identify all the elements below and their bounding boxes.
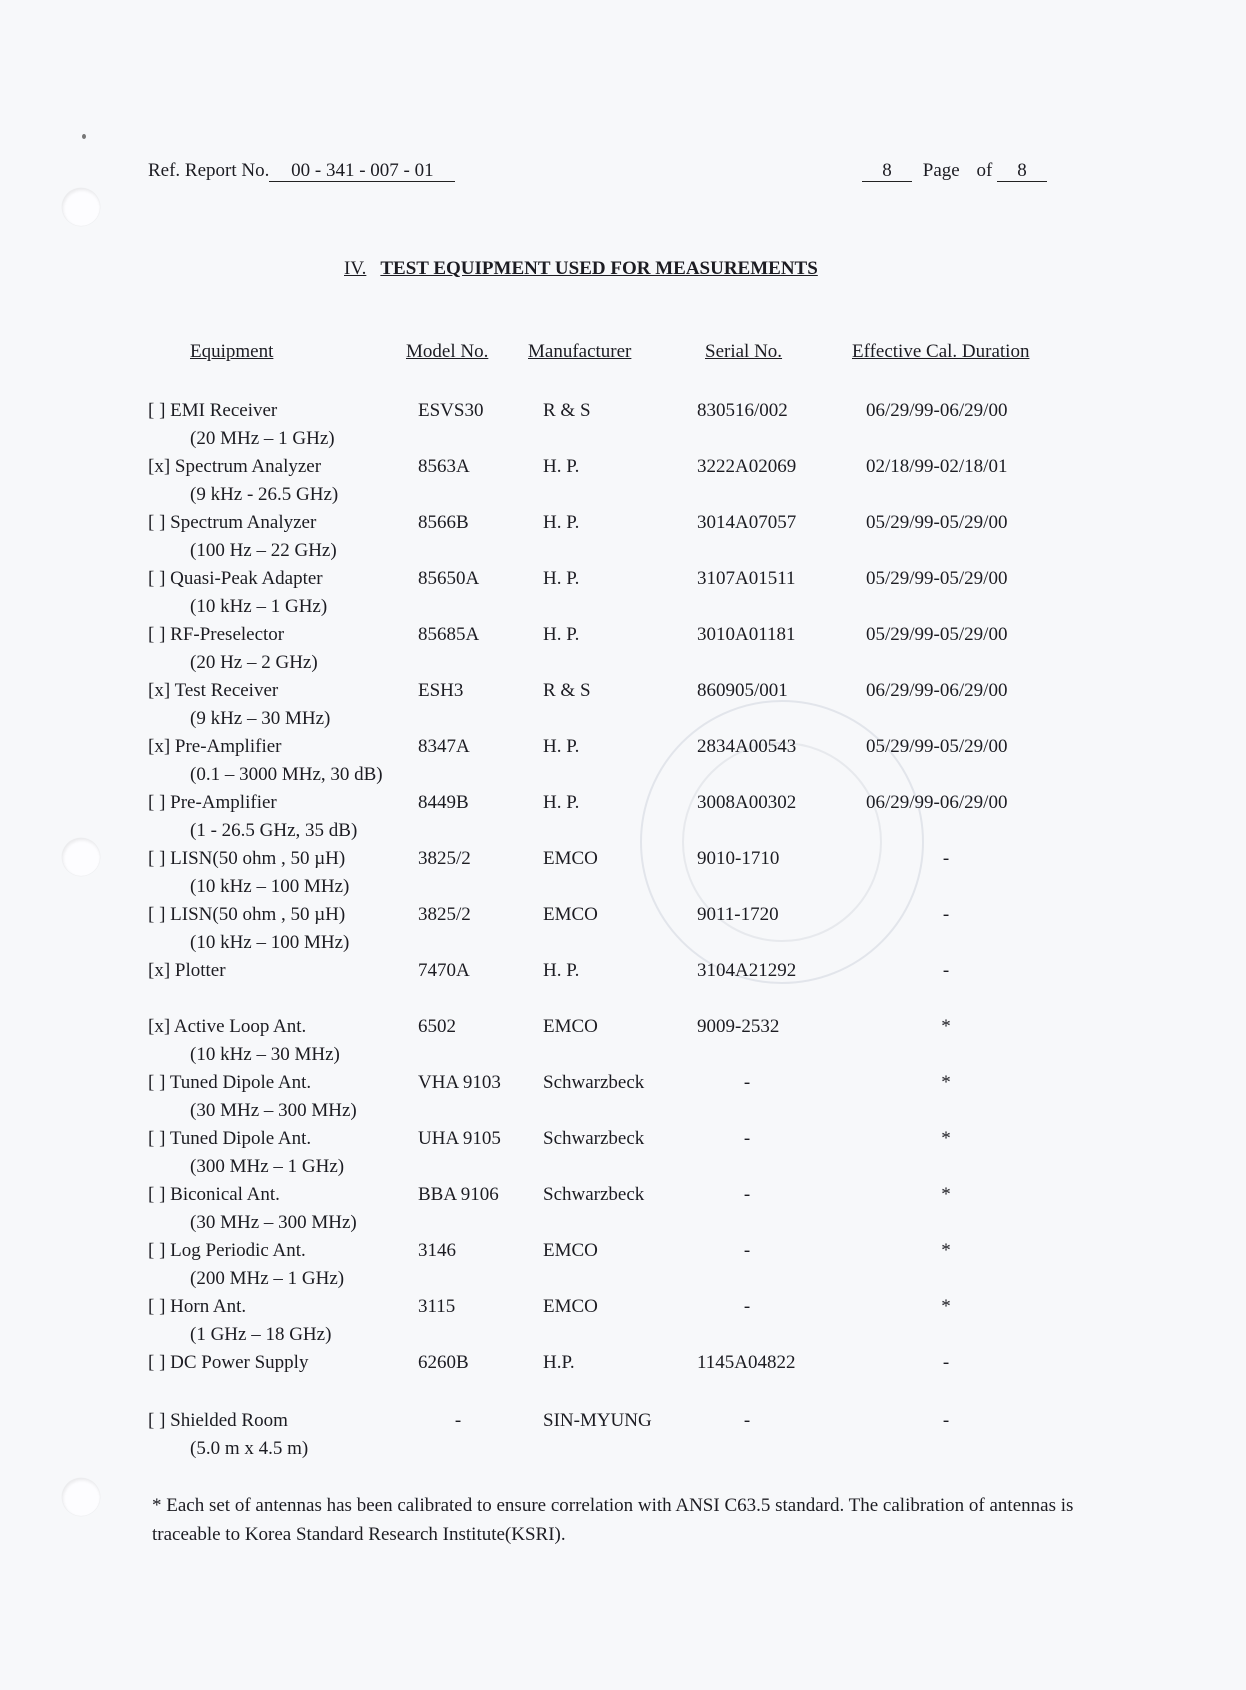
table-row [0, 736, 1246, 792]
cal-duration: * [941, 1296, 951, 1317]
equipment-name [148, 1352, 308, 1374]
equipment-label: Pre-Amplifier [170, 792, 277, 813]
cal-duration: * [941, 1240, 951, 1261]
cal-duration: 05/29/99-05/29/00 [866, 512, 1008, 533]
model-number: 3825/2 [418, 904, 471, 925]
serial-number: 3104A21292 [697, 960, 797, 981]
table-row [0, 1410, 1246, 1466]
equipment-name [148, 960, 226, 982]
cal-duration: 05/29/99-05/29/00 [866, 624, 1008, 645]
column-header-cal-duration: Effective Cal. Duration [852, 341, 1030, 362]
selection-checkbox: [ ] [148, 1352, 166, 1373]
table-row [0, 960, 1246, 1016]
table-row [0, 1072, 1246, 1128]
punch-hole-bottom [62, 1478, 100, 1516]
frequency-range: (10 kHz – 1 GHz) [190, 596, 328, 617]
section-number: IV. [344, 258, 367, 279]
frequency-range: (10 kHz – 100 MHz) [190, 876, 350, 897]
manufacturer: EMCO [543, 1240, 598, 1261]
frequency-range: (200 MHz – 1 GHz) [190, 1268, 345, 1289]
table-row [0, 848, 1246, 904]
equipment-label: Log Periodic Ant. [170, 1240, 306, 1261]
equipment-label: Pre-Amplifier [174, 736, 282, 757]
selection-checkbox: [ ] [148, 1240, 166, 1261]
equipment-label: Biconical Ant. [170, 1184, 280, 1205]
manufacturer: H. P. [543, 568, 580, 589]
serial-number: 1145A04822 [697, 1352, 796, 1373]
cal-duration: 06/29/99-06/29/00 [866, 400, 1008, 421]
serial-number: - [743, 1128, 751, 1149]
equipment-name [148, 1240, 306, 1262]
serial-number: 860905/001 [697, 680, 788, 701]
equipment-label: DC Power Supply [170, 1352, 309, 1373]
cal-duration: * [941, 1016, 951, 1037]
selection-checkbox: [x] [148, 456, 171, 477]
frequency-range: (20 Hz – 2 GHz) [190, 652, 318, 673]
model-number: 3115 [418, 1296, 456, 1317]
model-number: 7470A [418, 960, 470, 981]
section-heading: TEST EQUIPMENT USED FOR MEASUREMENTS [380, 258, 818, 279]
selection-checkbox: [ ] [148, 512, 166, 533]
page-total: 8 [997, 161, 1047, 182]
serial-number: 3014A07057 [697, 512, 797, 533]
selection-checkbox: [ ] [148, 904, 166, 925]
serial-number: 830516/002 [697, 400, 788, 421]
frequency-range: (100 Hz – 22 GHz) [190, 540, 337, 561]
manufacturer: H. P. [543, 736, 580, 757]
equipment-name [148, 400, 277, 422]
model-number: 8566B [418, 512, 469, 533]
equipment-label: Test Receiver [174, 680, 279, 701]
column-header-model: Model No. [406, 341, 489, 362]
selection-checkbox: [ ] [148, 1296, 166, 1317]
report-reference [148, 160, 455, 182]
frequency-range: (10 kHz – 30 MHz) [190, 1044, 340, 1065]
selection-checkbox: [x] [148, 736, 171, 757]
table-row [0, 568, 1246, 624]
manufacturer: EMCO [543, 1016, 598, 1037]
model-number: VHA 9103 [418, 1072, 501, 1093]
cal-duration: - [942, 1352, 950, 1373]
cal-duration: 06/29/99-06/29/00 [866, 680, 1008, 701]
frequency-range: (1 - 26.5 GHz, 35 dB) [190, 820, 358, 841]
frequency-range: (30 MHz – 300 MHz) [190, 1212, 357, 1233]
selection-checkbox: [ ] [148, 568, 166, 589]
model-number: 6260B [418, 1352, 469, 1373]
serial-number: 2834A00543 [697, 736, 797, 757]
model-number: UHA 9105 [418, 1128, 501, 1149]
equipment-name [148, 848, 345, 870]
equipment-name [148, 904, 345, 926]
manufacturer: H.P. [543, 1352, 575, 1373]
equipment-label: Plotter [174, 960, 226, 981]
table-row [0, 904, 1246, 960]
punch-hole-top [62, 188, 100, 226]
table-row [0, 680, 1246, 736]
equipment-label: Horn Ant. [170, 1296, 247, 1317]
equipment-name [148, 736, 281, 758]
manufacturer: H. P. [543, 960, 580, 981]
model-number: 3146 [418, 1240, 456, 1261]
serial-number: 3008A00302 [697, 792, 797, 813]
selection-checkbox: [ ] [148, 1072, 166, 1093]
ref-number: 00 - 341 - 007 - 01 [269, 161, 455, 182]
model-number: 8563A [418, 456, 470, 477]
equipment-label: EMI Receiver [170, 400, 278, 421]
model-number: 6502 [418, 1016, 456, 1037]
serial-number: - [743, 1296, 751, 1317]
cal-duration: - [942, 1410, 950, 1431]
manufacturer: SIN-MYUNG [543, 1410, 652, 1431]
manufacturer: Schwarzbeck [543, 1184, 645, 1205]
footnote: * Each set of antennas has been calibrated to ensure correlation with ANSI C63.5 standard. The calibration of antennas is traceable to Korea Standard Research Institute(KSRI). [152, 1495, 1074, 1545]
cal-duration: * [941, 1072, 951, 1093]
of-label: of [976, 160, 993, 181]
model-number: - [454, 1410, 462, 1431]
table-row [0, 400, 1246, 456]
equipment-name [148, 1184, 280, 1206]
manufacturer: H. P. [543, 456, 580, 477]
column-header-manufacturer: Manufacturer [528, 341, 632, 362]
manufacturer: Schwarzbeck [543, 1072, 645, 1093]
equipment-label: Active Loop Ant. [173, 1016, 307, 1037]
frequency-range: (30 MHz – 300 MHz) [190, 1100, 357, 1121]
section-title [344, 258, 818, 280]
frequency-range: (0.1 – 3000 MHz, 30 dB) [190, 764, 383, 785]
selection-checkbox: [ ] [148, 1128, 166, 1149]
cal-duration: * [941, 1184, 951, 1205]
cal-duration: 05/29/99-05/29/00 [866, 736, 1008, 757]
model-number: 3825/2 [418, 848, 471, 869]
equipment-name [148, 624, 284, 646]
equipment-name [148, 456, 321, 478]
serial-number: 3222A02069 [697, 456, 797, 477]
equipment-name [148, 1296, 246, 1318]
manufacturer: H. P. [543, 512, 580, 533]
cal-duration: - [942, 848, 950, 869]
equipment-label: RF-Preselector [170, 624, 285, 645]
cal-duration: 02/18/99-02/18/01 [866, 456, 1008, 477]
table-row [0, 624, 1246, 680]
page-indicator [862, 160, 1047, 182]
selection-checkbox: [x] [148, 1016, 171, 1037]
equipment-label: Tuned Dipole Ant. [169, 1128, 312, 1149]
manufacturer: H. P. [543, 792, 580, 813]
table-row [0, 1184, 1246, 1240]
serial-number: - [743, 1240, 751, 1261]
frequency-range: (9 kHz – 30 MHz) [190, 708, 331, 729]
equipment-label: LISN(50 ohm , 50 µH) [170, 848, 346, 869]
equipment-name [148, 512, 316, 534]
table-row [0, 456, 1246, 512]
model-number: ESVS30 [418, 400, 484, 421]
manufacturer: EMCO [543, 904, 598, 925]
equipment-label: Spectrum Analyzer [174, 456, 322, 477]
manufacturer: EMCO [543, 1296, 598, 1317]
serial-number: - [743, 1410, 751, 1431]
selection-checkbox: [ ] [148, 1184, 166, 1205]
serial-number: - [743, 1072, 751, 1093]
selection-checkbox: [ ] [148, 400, 166, 421]
table-row [0, 1352, 1246, 1408]
equipment-name [148, 1016, 306, 1038]
table-row [0, 1296, 1246, 1352]
paper-speck [82, 134, 86, 139]
manufacturer: EMCO [543, 848, 598, 869]
cal-duration: 05/29/99-05/29/00 [866, 568, 1008, 589]
equipment-label: Spectrum Analyzer [170, 512, 317, 533]
equipment-label: LISN(50 ohm , 50 µH) [170, 904, 346, 925]
frequency-range: (20 MHz – 1 GHz) [190, 428, 335, 449]
cal-duration: * [941, 1128, 951, 1149]
equipment-name [148, 568, 323, 590]
equipment-name [148, 680, 278, 702]
serial-number: 3107A01511 [697, 568, 796, 589]
equipment-label: Quasi-Peak Adapter [170, 568, 323, 589]
manufacturer: H. P. [543, 624, 580, 645]
frequency-range: (300 MHz – 1 GHz) [190, 1156, 345, 1177]
selection-checkbox: [ ] [148, 792, 166, 813]
equipment-label: Tuned Dipole Ant. [169, 1072, 312, 1093]
serial-number: - [743, 1184, 751, 1205]
manufacturer: R & S [543, 400, 591, 421]
table-row [0, 512, 1246, 568]
cal-duration: 06/29/99-06/29/00 [866, 792, 1008, 813]
selection-checkbox: [ ] [148, 624, 166, 645]
frequency-range: (9 kHz - 26.5 GHz) [190, 484, 339, 505]
column-header-serial: Serial No. [705, 341, 783, 362]
column-header-equipment: Equipment [190, 341, 274, 362]
equipment-name [148, 1128, 311, 1150]
selection-checkbox: [ ] [148, 1410, 166, 1431]
serial-number: 9011-1720 [697, 904, 779, 925]
frequency-range: (1 GHz – 18 GHz) [190, 1324, 332, 1345]
equipment-name [148, 1410, 288, 1432]
model-number: 8449B [418, 792, 469, 813]
manufacturer: R & S [543, 680, 591, 701]
equipment-name [148, 792, 277, 814]
page-label: Page [922, 160, 960, 181]
selection-checkbox: [x] [148, 680, 171, 701]
model-number: 8347A [418, 736, 470, 757]
ref-label: Ref. Report No. [148, 160, 270, 181]
serial-number: 9010-1710 [697, 848, 780, 869]
table-row [0, 1128, 1246, 1184]
equipment-name [148, 1072, 311, 1094]
cal-duration: - [942, 960, 950, 981]
selection-checkbox: [x] [148, 960, 171, 981]
model-number: ESH3 [418, 680, 464, 701]
frequency-range: (5.0 m x 4.5 m) [190, 1438, 309, 1459]
cal-duration: - [942, 904, 950, 925]
frequency-range: (10 kHz – 100 MHz) [190, 932, 350, 953]
serial-number: 3010A01181 [697, 624, 796, 645]
table-row [0, 1240, 1246, 1296]
serial-number: 9009-2532 [697, 1016, 780, 1037]
page-current: 8 [862, 161, 912, 182]
model-number: 85685A [418, 624, 480, 645]
model-number: 85650A [418, 568, 480, 589]
manufacturer: Schwarzbeck [543, 1128, 645, 1149]
table-row [0, 1016, 1246, 1072]
selection-checkbox: [ ] [148, 848, 166, 869]
equipment-label: Shielded Room [170, 1410, 288, 1431]
table-row [0, 792, 1246, 848]
model-number: BBA 9106 [418, 1184, 499, 1205]
